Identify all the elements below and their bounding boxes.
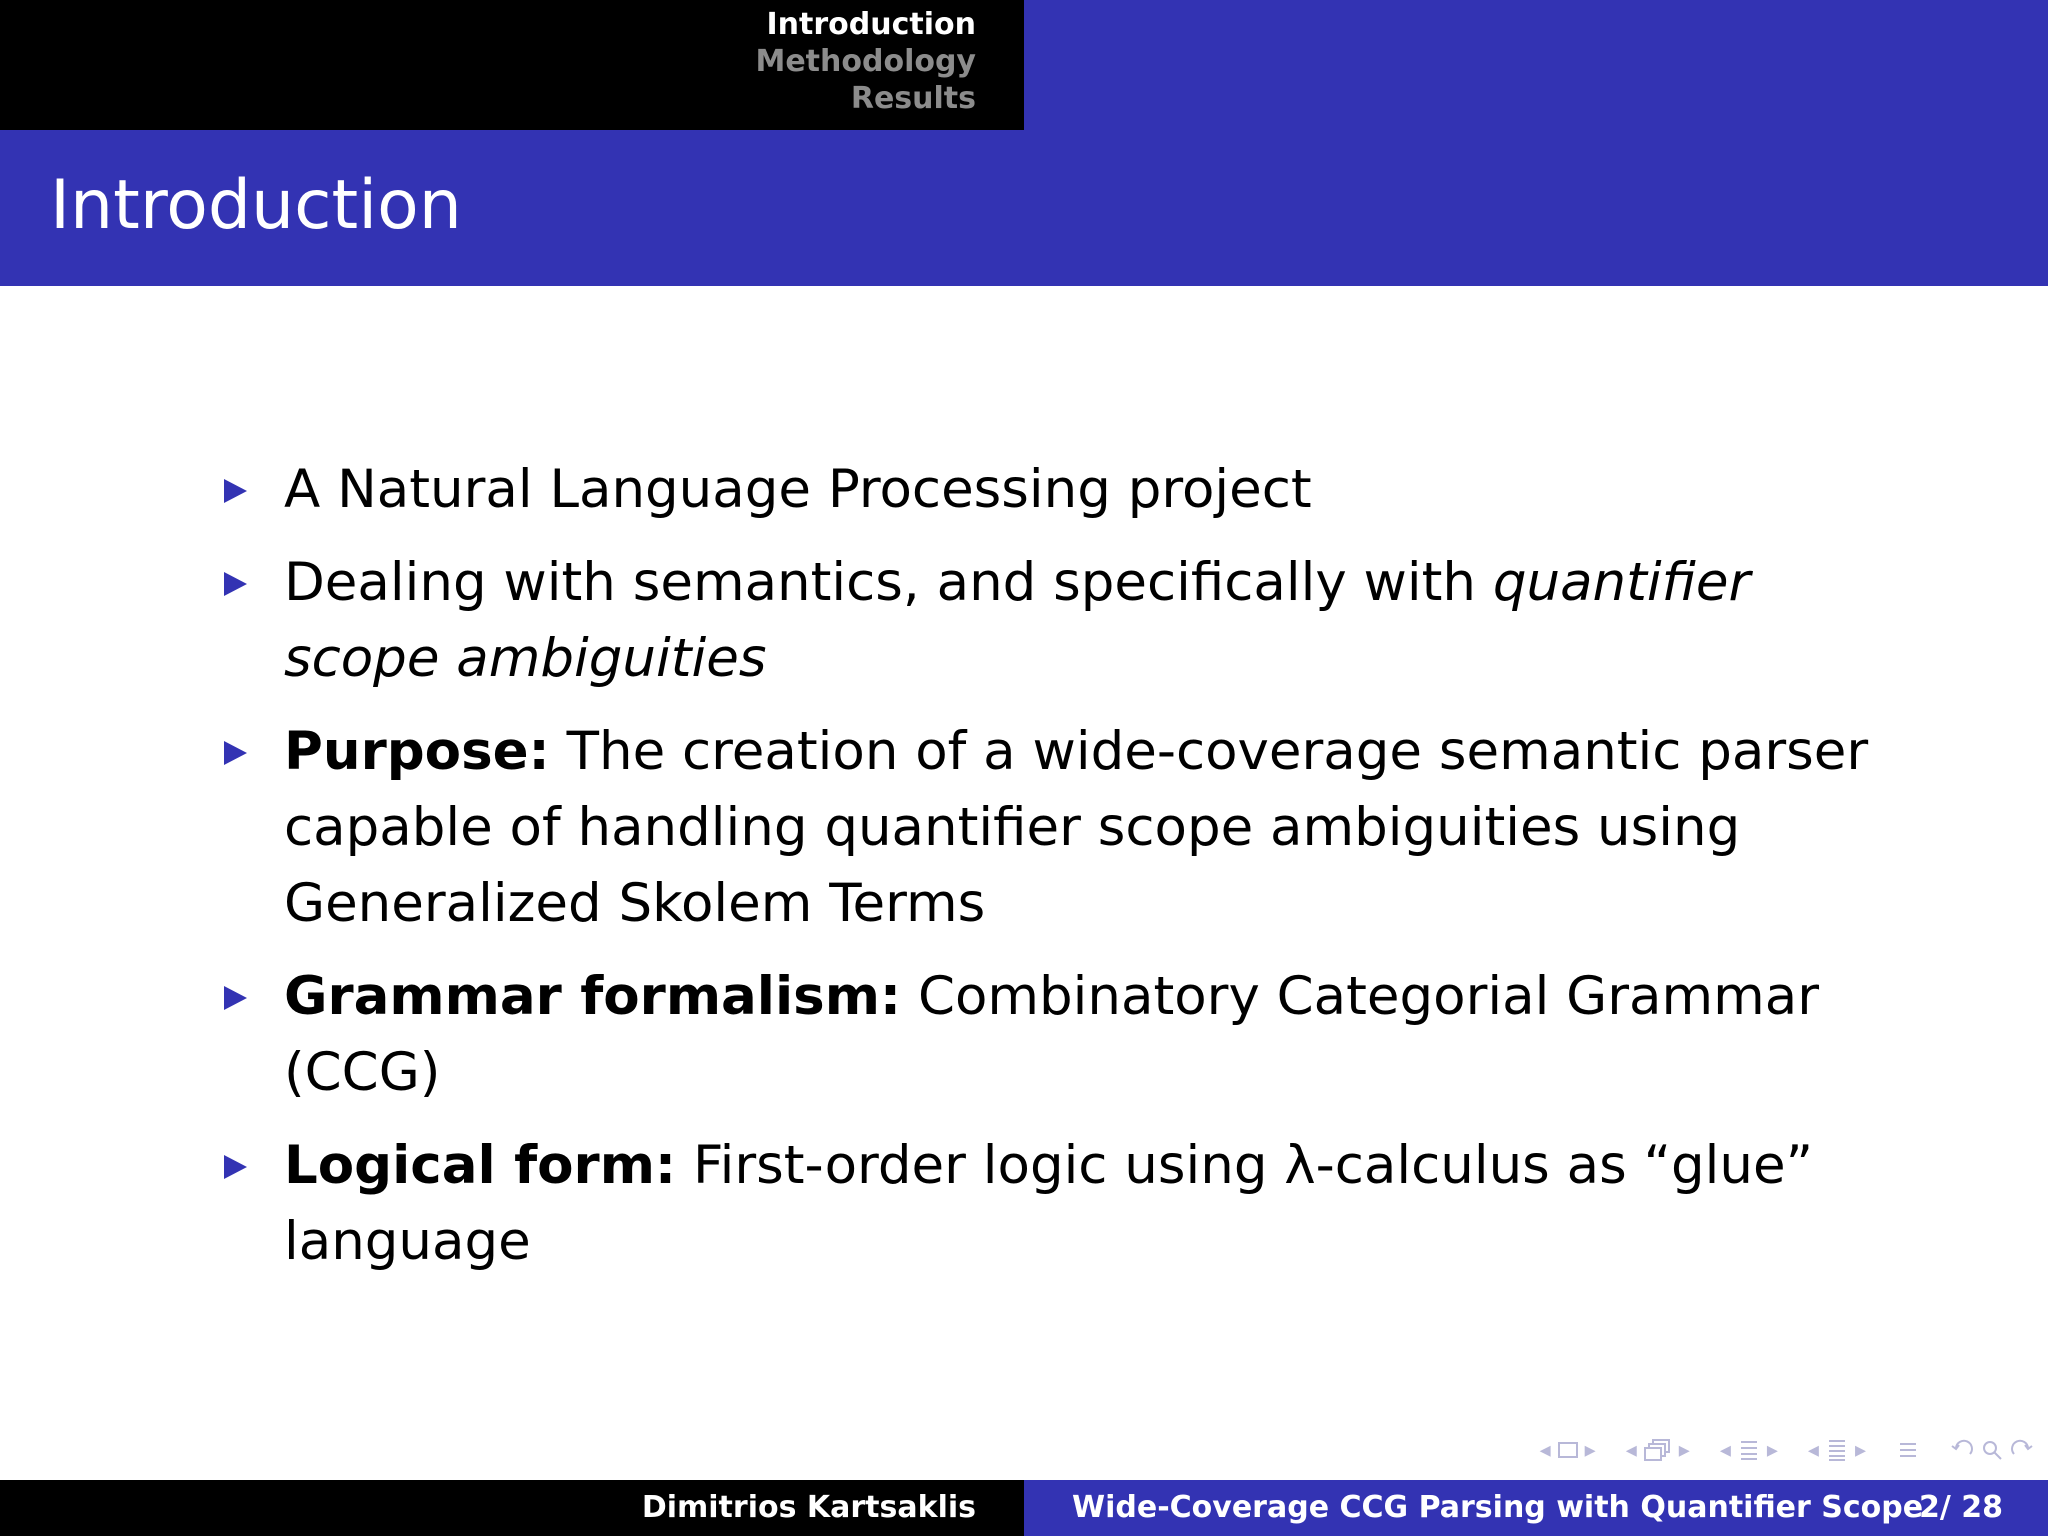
doc-prev-icon[interactable]: ◂	[1807, 1437, 1819, 1463]
section-link-methodology[interactable]: Methodology	[755, 44, 976, 79]
bullet-label: Purpose:	[284, 721, 550, 782]
doc-icon[interactable]	[1825, 1438, 1849, 1462]
section-prev-icon[interactable]: ◂	[1719, 1437, 1731, 1463]
back-icon[interactable]	[1950, 1438, 1974, 1462]
triangle-bullet-icon	[224, 986, 247, 1010]
toc-group	[1896, 1438, 1920, 1462]
list-item	[220, 1128, 1900, 1280]
frame-title: Introduction	[50, 166, 462, 245]
doc-next-icon[interactable]: ▸	[1854, 1437, 1866, 1463]
subsection-icon[interactable]	[1643, 1438, 1673, 1462]
frame-next-icon[interactable]: ▸	[1584, 1437, 1596, 1463]
subsection-nav-group	[1626, 1438, 1690, 1463]
section-link-results[interactable]: Results	[850, 81, 976, 116]
subsection-next-icon[interactable]: ▸	[1678, 1437, 1690, 1463]
list-item	[220, 959, 1900, 1111]
subsection-prev-icon[interactable]: ◂	[1625, 1437, 1637, 1463]
forward-icon[interactable]	[2010, 1438, 2034, 1462]
section-link-introduction[interactable]: Introduction	[766, 7, 976, 42]
bullet-text: A Natural Language Processing project	[284, 459, 1312, 520]
frame-nav-group	[1540, 1438, 1596, 1463]
footer-left	[0, 1480, 1024, 1536]
bullet-label: Logical form:	[284, 1135, 677, 1196]
bullet-text: The creation of a wide-coverage semantic parser capable of handling quantifier scope ambiguities using Generalized Skolem Terms	[284, 721, 1869, 934]
list-item	[220, 452, 1900, 528]
bullet-label: Grammar formalism:	[284, 966, 902, 1027]
footer-author: Dimitrios Kartsaklis	[641, 1490, 976, 1525]
section-icon[interactable]	[1737, 1438, 1761, 1462]
triangle-bullet-icon	[224, 741, 247, 765]
footer-talk-title: Wide-Coverage CCG Parsing with Quantifier Scope	[1072, 1490, 1924, 1525]
bullet-text: First-order logic using λ-calculus as “glue” language	[284, 1135, 1814, 1272]
section-nav-group	[1720, 1438, 1778, 1463]
section-next-icon[interactable]: ▸	[1766, 1437, 1778, 1463]
header-nav-left	[0, 0, 1024, 130]
triangle-bullet-icon	[224, 572, 247, 596]
doc-nav-group	[1808, 1438, 1866, 1463]
toc-icon[interactable]	[1896, 1438, 1920, 1462]
triangle-bullet-icon	[224, 479, 247, 503]
search-icon[interactable]	[1980, 1438, 2004, 1462]
header-nav-right	[1024, 0, 2048, 130]
list-item	[220, 545, 1900, 697]
list-item	[220, 714, 1900, 942]
triangle-bullet-icon	[224, 1155, 247, 1179]
footer-right	[1024, 1480, 2048, 1536]
bullet-text: Combinatory Categorial Grammar (CCG)	[284, 966, 1820, 1103]
bullet-emphasis: quantifier scope ambiguities	[284, 552, 1751, 689]
section-nav	[755, 6, 976, 117]
bullet-list	[220, 452, 1900, 1297]
bullet-text: Dealing with semantics, and specifically with	[284, 552, 1493, 613]
footer-page-number: 2/ 28	[1918, 1490, 2003, 1525]
navigation-symbols	[1516, 1432, 2034, 1468]
history-search-group	[1950, 1438, 2034, 1462]
frame-icon[interactable]	[1557, 1441, 1579, 1459]
frame-prev-icon[interactable]: ◂	[1539, 1437, 1551, 1463]
